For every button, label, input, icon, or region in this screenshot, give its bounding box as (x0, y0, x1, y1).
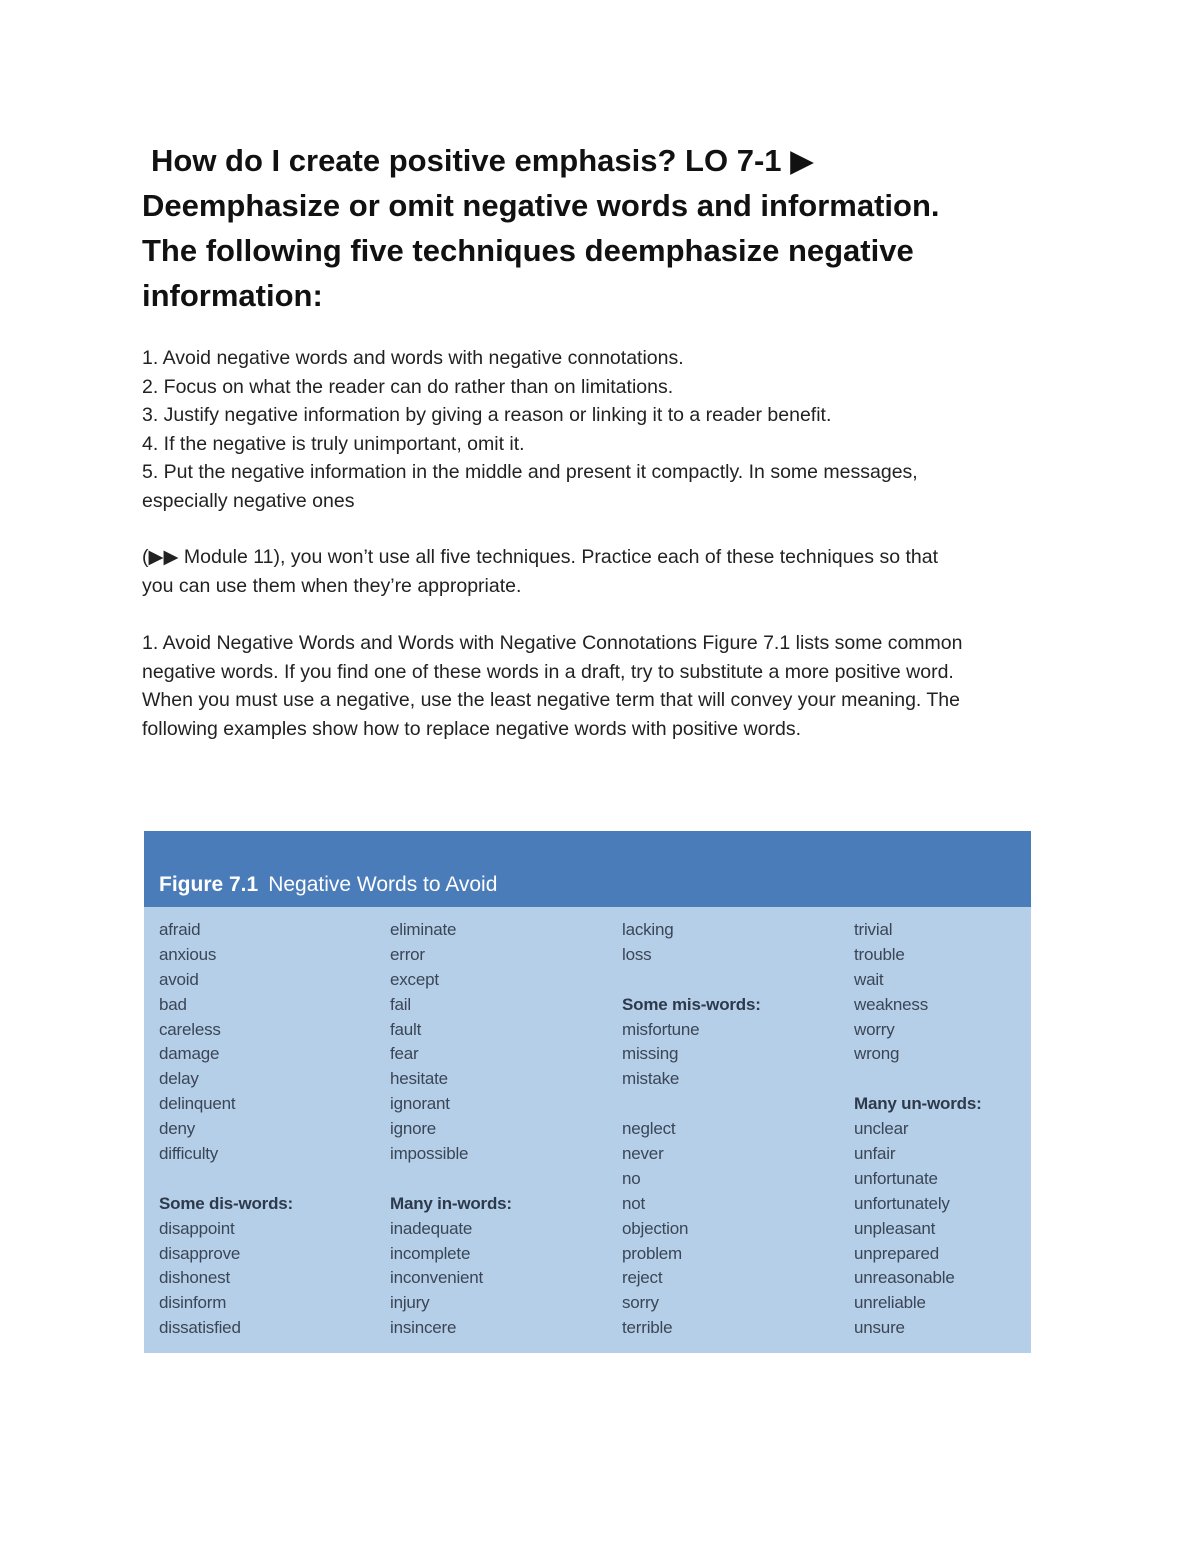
negative-word: weakness (854, 994, 928, 1014)
negative-word: not (622, 1193, 646, 1213)
word-column-1 (159, 918, 379, 1341)
negative-word: anxious (159, 944, 217, 964)
technique-item-continued: especially negative ones (142, 489, 355, 512)
negative-word: avoid (159, 969, 199, 989)
negative-word: dissatisfied (159, 1318, 241, 1338)
page-heading (142, 138, 1102, 318)
negative-word: objection (622, 1218, 689, 1238)
negative-word: ignore (390, 1119, 437, 1139)
word-group-heading: Many un-words: (854, 1094, 982, 1114)
word-column-2 (390, 918, 610, 1341)
negative-word: unprepared (854, 1243, 939, 1263)
negative-word: disinform (159, 1293, 227, 1313)
figure-caption: Negative Words to Avoid (268, 873, 498, 896)
paragraph-line: 1. Avoid Negative Words and Words with Negative Connotations Figure 7.1 lists some common (142, 632, 963, 654)
paragraph-line: you can use them when they’re appropriate. (142, 574, 522, 597)
negative-word: trouble (854, 944, 905, 964)
word-group-heading: Some mis-words: (622, 994, 761, 1014)
negative-word: injury (390, 1293, 430, 1313)
negative-word: impossible (390, 1144, 469, 1164)
word-column-3 (622, 918, 842, 1341)
spacer (854, 1067, 1074, 1092)
negative-word: unfortunately (854, 1193, 950, 1213)
negative-word: fault (390, 1019, 422, 1039)
negative-word: ignorant (390, 1094, 450, 1114)
figure-header (144, 831, 1031, 907)
negative-word: inadequate (390, 1218, 473, 1238)
avoid-negative-paragraph (142, 629, 1072, 743)
negative-word: bad (159, 994, 187, 1014)
figure-title (159, 873, 497, 897)
technique-item: 1. Avoid negative words and words with negative connotations. (142, 347, 684, 369)
paragraph-line: (▶▶ Module 11), you won’t use all five techniques. Practice each of these techniques so that (142, 546, 938, 568)
negative-word: inconvenient (390, 1268, 484, 1288)
negative-word: unreliable (854, 1293, 926, 1313)
technique-item: 2. Focus on what the reader can do rather than on limitations. (142, 375, 674, 398)
heading-line: Deemphasize or omit negative words and information. (142, 188, 940, 223)
negative-word: unfortunate (854, 1168, 938, 1188)
negative-word: misfortune (622, 1019, 700, 1039)
negative-word: mistake (622, 1069, 680, 1089)
negative-word: reject (622, 1268, 663, 1288)
negative-word: except (390, 969, 439, 989)
negative-word: afraid (159, 920, 201, 939)
negative-word: never (622, 1144, 664, 1164)
negative-word: problem (622, 1243, 683, 1263)
paragraph-line: negative words. If you find one of these words in a draft, try to substitute a more positive word. (142, 660, 954, 683)
negative-word: fail (390, 994, 411, 1014)
spacer (390, 1167, 610, 1192)
technique-item: 5. Put the negative information in the middle and present it compactly. In some messages, (142, 461, 918, 484)
negative-word: lacking (622, 920, 674, 939)
technique-item: 4. If the negative is truly unimportant, omit it. (142, 432, 525, 455)
negative-word: dishonest (159, 1268, 230, 1288)
word-column-4 (854, 918, 1074, 1341)
negative-word: neglect (622, 1119, 676, 1139)
negative-word: eliminate (390, 920, 457, 939)
negative-word: disapprove (159, 1243, 241, 1263)
spacer (622, 1092, 842, 1117)
negative-word: difficulty (159, 1144, 219, 1164)
negative-word: loss (622, 944, 652, 964)
figure-number: Figure 7.1 (159, 873, 259, 896)
module-paragraph (142, 543, 1072, 600)
negative-word: fear (390, 1044, 419, 1064)
negative-word: careless (159, 1019, 221, 1039)
negative-word: hesitate (390, 1069, 448, 1089)
heading-line: The following five techniques deemphasize negative (142, 233, 914, 268)
negative-word: unpleasant (854, 1218, 936, 1238)
figure-negative-words (144, 831, 1031, 1353)
negative-word: delay (159, 1069, 199, 1089)
spacer (159, 1167, 379, 1192)
heading-line: information: (142, 278, 323, 313)
negative-word: incomplete (390, 1243, 471, 1263)
negative-word: missing (622, 1044, 679, 1064)
negative-word: unfair (854, 1144, 896, 1164)
negative-word: deny (159, 1119, 196, 1139)
negative-word: insincere (390, 1318, 457, 1338)
word-group-heading: Many in-words: (390, 1193, 512, 1213)
negative-word: sorry (622, 1293, 659, 1313)
paragraph-line: following examples show how to replace negative words with positive words. (142, 717, 801, 740)
negative-word: unclear (854, 1119, 909, 1139)
technique-item: 3. Justify negative information by giving a reason or linking it to a reader benefit. (142, 404, 832, 427)
negative-word: unsure (854, 1318, 905, 1338)
negative-word: unreasonable (854, 1268, 955, 1288)
spacer (622, 968, 842, 993)
negative-word: worry (854, 1019, 895, 1039)
negative-word: error (390, 944, 425, 964)
negative-word: delinquent (159, 1094, 236, 1114)
negative-word: damage (159, 1044, 220, 1064)
negative-word: no (622, 1168, 641, 1188)
negative-word: terrible (622, 1318, 673, 1338)
techniques-list (142, 344, 1072, 516)
negative-word: trivial (854, 920, 893, 939)
negative-word: wrong (854, 1044, 900, 1064)
word-group-heading: Some dis-words: (159, 1193, 293, 1213)
heading-line: How do I create positive emphasis? LO 7-1 ▶ (151, 143, 814, 178)
negative-word: wait (854, 969, 884, 989)
paragraph-line: When you must use a negative, use the least negative term that will convey your meaning. The (142, 689, 961, 712)
negative-word: disappoint (159, 1218, 235, 1238)
